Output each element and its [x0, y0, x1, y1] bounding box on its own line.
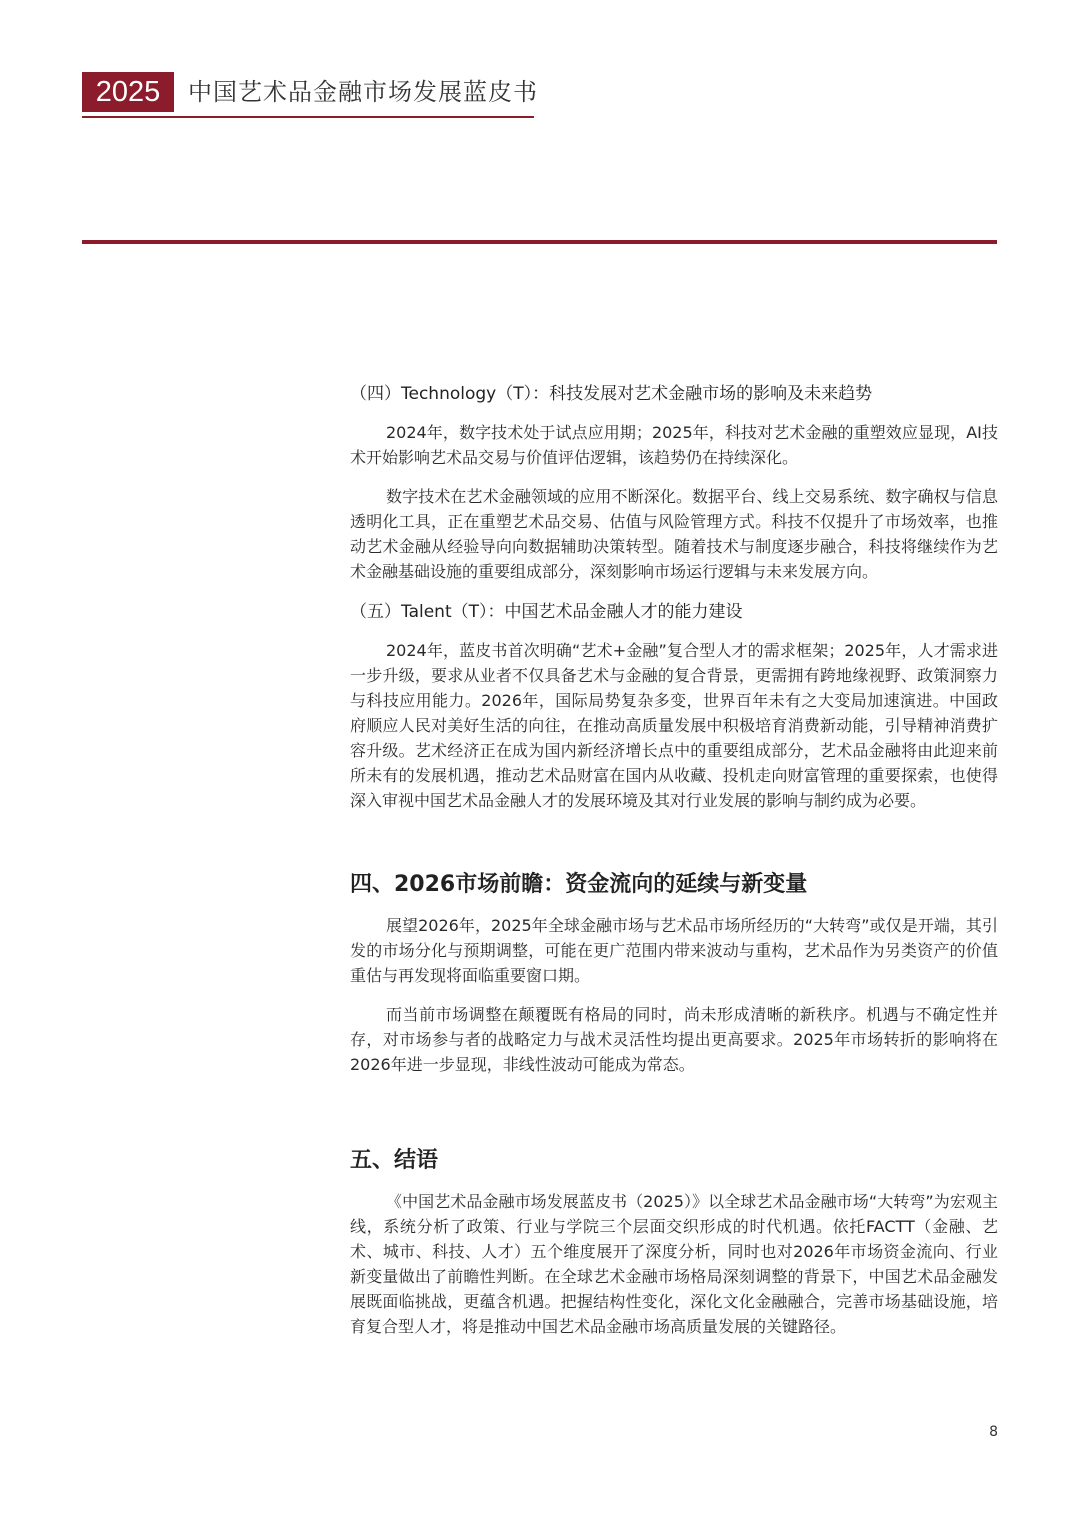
- section-spacer: [350, 827, 998, 869]
- section-heading-conclusion: 五、结语: [350, 1148, 439, 1173]
- paragraph: 而当前市场调整在颠覆既有格局的同时，尚未形成清晰的新秩序。机遇与不确定性并存，对市场参与者的战略定力与战术灵活性均提出更高要求。2025年市场转折的影响将在2026年进一步显现，非线性波动可能成为常态。: [350, 1005, 998, 1074]
- subsection-heading-technology: （四）Technology（T）：科技发展对艺术金融市场的影响及未来趋势: [350, 384, 873, 404]
- top-divider: [82, 240, 997, 244]
- section-spacer: [350, 1091, 998, 1145]
- header-underline: [82, 116, 534, 118]
- main-content: [350, 380, 998, 1353]
- paragraph: 展望2026年，2025年全球金融市场与艺术品市场所经历的“大转弯”或仅是开端，其引发的市场分化与预期调整，可能在更广范围内带来波动与重构，艺术品作为另类资产的价值重估与再发现将面临重要窗口期。: [350, 916, 998, 985]
- header-year-badge: 2025: [82, 72, 174, 112]
- paragraph: 2024年，蓝皮书首次明确“艺术+金融”复合型人才的需求框架；2025年，人才需求进一步升级，要求从业者不仅具备艺术与金融的复合背景，更需拥有跨地缘视野、政策洞察力与科技应用能力。2026年，国际局势复杂多变，世界百年未有之大变局加速演进。中国政府顺应人民对美好生活的向往，在推动高质量发展中积极培育消费新动能，引导精神消费扩容升级。艺术经济正在成为国内新经济增长点中的重要组成部分，艺术品金融将由此迎来前所未有的发展机遇，推动艺术品财富在国内从收藏、投机走向财富管理的重要探索，也使得深入审视中国艺术品金融人才的发展环境及其对行业发展的影响与制约成为必要。: [350, 641, 998, 810]
- page-number: 8: [989, 1424, 998, 1440]
- paragraph: 2024年，数字技术处于试点应用期；2025年，科技对艺术金融的重塑效应显现，AI技术开始影响艺术品交易与价值评估逻辑，该趋势仍在持续深化。: [350, 423, 998, 467]
- header-title: 中国艺术品金融市场发展蓝皮书: [188, 78, 538, 106]
- section-heading-market-outlook: 四、2026市场前瞻：资金流向的延续与新变量: [350, 872, 808, 897]
- subsection-heading-talent: （五）Talent（T）：中国艺术品金融人才的能力建设: [350, 602, 743, 622]
- page-header: [82, 72, 538, 118]
- paragraph: 《中国艺术品金融市场发展蓝皮书（2025）》以全球艺术品金融市场“大转弯”为宏观主线，系统分析了政策、行业与学院三个层面交织形成的时代机遇。依托FACTT（金融、艺术、城市、科技、人才）五个维度展开了深度分析，同时也对2026年市场资金流向、行业新变量做出了前瞻性判断。在全球艺术金融市场格局深刻调整的背景下，中国艺术品金融发展既面临挑战，更蕴含机遇。把握结构性变化，深化文化金融融合，完善市场基础设施，培育复合型人才，将是推动中国艺术品金融市场高质量发展的关键路径。: [350, 1192, 998, 1336]
- paragraph: 数字技术在艺术金融领域的应用不断深化。数据平台、线上交易系统、数字确权与信息透明化工具，正在重塑艺术品交易、估值与风险管理方式。科技不仅提升了市场效率，也推动艺术金融从经验导向向数据辅助决策转型。随着技术与制度逐步融合，科技将继续作为艺术金融基础设施的重要组成部分，深刻影响市场运行逻辑与未来发展方向。: [350, 487, 998, 581]
